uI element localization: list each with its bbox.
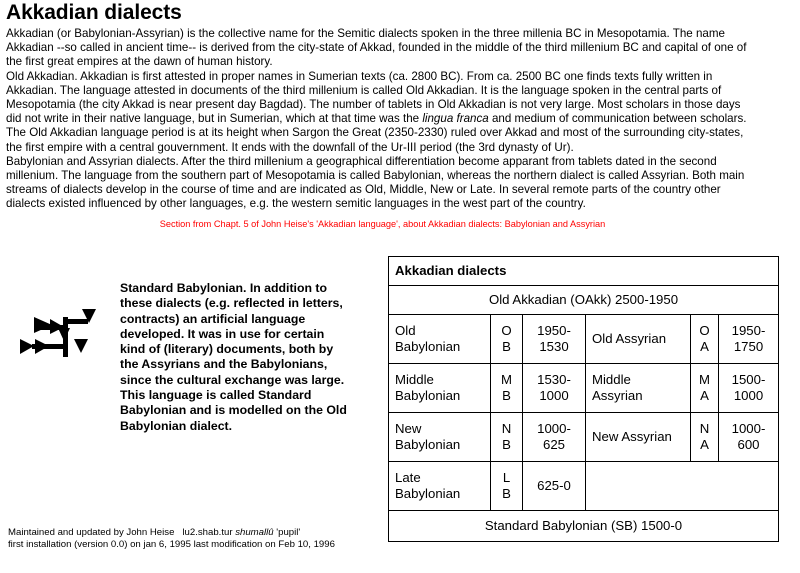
table-footer-cell: Standard Babylonian (SB) 1500-0	[389, 511, 779, 542]
cell-babylonian-abbr	[491, 315, 523, 364]
abbr-letter-1: M	[699, 372, 710, 387]
abbr-letter-2: A	[700, 437, 709, 452]
abbr-letter-2: B	[502, 486, 511, 501]
italic-phrase: lingua franca	[422, 112, 489, 126]
cell-assyrian-years: 1950-1750	[719, 315, 779, 364]
prose-line-with-italic: did not write in their native language, but in Sumerian, which at that time was the lingua franca and medium of communication between scholars.	[6, 112, 747, 126]
cell-assyrian-name: New Assyrian	[586, 413, 691, 462]
cell-babylonian-abbr	[491, 364, 523, 413]
prose-line: The Old Akkadian language period is at its height when Sargon the Great (2350-2330) ruled over Akkad and most of the surrounding city-states,	[6, 126, 744, 140]
cell-assyrian-name: Old Assyrian	[586, 315, 691, 364]
abbr-letter-1: L	[502, 470, 511, 485]
page-footer	[8, 527, 388, 552]
cell-babylonian-name: Middle Babylonian	[389, 364, 491, 413]
source-caption	[0, 219, 800, 230]
table-title-cell: Akkadian dialects	[389, 257, 779, 286]
prose-line: Mesopotamia (the city Akkad is near present day Bagdad). The number of tablets in Old Akkadian is not very large. Most scholars in those days	[6, 98, 741, 112]
table-row	[389, 315, 779, 364]
akkadian-dialects-table	[388, 256, 779, 542]
paragraph-old-akkadian	[6, 70, 798, 155]
prose-line: Old Akkadian. Akkadian is first attested in proper names in Sumerian texts (ca. 2800 BC). From ca. 2500 BC one finds texts fully written in	[6, 69, 713, 83]
abbr-letter-2: B	[502, 388, 511, 403]
abbr-letter-2: B	[502, 437, 511, 452]
abbr-letter-2: A	[700, 388, 709, 403]
article-body	[6, 27, 798, 212]
cell-assyrian-years: 1500-1000	[719, 364, 779, 413]
table-row	[389, 462, 779, 511]
cell-babylonian-name: Old Babylonian	[389, 315, 491, 364]
footer-line-versions: first installation (version 0.0) on jan 6, 1995 last modification on Feb 10, 1996	[8, 539, 335, 551]
cell-assyrian-years: 1000-600	[719, 413, 779, 462]
paragraph-babylonian-assyrian	[6, 155, 798, 212]
table-row	[389, 364, 779, 413]
abbr-letter-1: M	[501, 372, 512, 387]
cell-babylonian-name: New Babylonian	[389, 413, 491, 462]
prose-line: streams of dialects develop in the course of time and are indicated as Old, Middle, New or Late. In several remote parts of the country other	[6, 183, 721, 197]
cell-babylonian-years: 1950-1530	[523, 315, 586, 364]
abbr-letter-1: O	[501, 323, 512, 338]
prose-line: the first empire with a central gouvernment. It ends with the downfall of the Ur-III period (the 3rd dynasty of Ur).	[6, 140, 574, 154]
cell-babylonian-years: 1530-1000	[523, 364, 586, 413]
table-row-period-header	[389, 286, 779, 315]
cell-babylonian-name: Late Babylonian	[389, 462, 491, 511]
paragraph-intro	[6, 27, 798, 70]
abbr-letter-1: O	[699, 323, 710, 338]
footer-maintainer-text: Maintained and updated by John Heise lu2.shab.tur	[8, 527, 236, 538]
page-title: Akkadian dialects	[6, 1, 182, 24]
cell-assyrian-abbr	[691, 413, 719, 462]
akkadian-dialects-table-wrapper	[388, 256, 778, 542]
cell-assyrian-abbr	[691, 315, 719, 364]
table-period-header-cell: Old Akkadian (OAkk) 2500-1950	[389, 286, 779, 315]
footer-italic-term: shumallû	[235, 527, 274, 538]
cell-babylonian-years: 1000-625	[523, 413, 586, 462]
prose-line: Akkadian --so called in ancient time-- is derived from the city-state of Akkad, founded in the middle of the third millenium BC and capital of one of	[6, 41, 747, 55]
table-row	[389, 413, 779, 462]
table-row-title	[389, 257, 779, 286]
source-caption-text: Section from Chapt. 5 of John Heise's 'Akkadian language', about Akkadian dialects: Babylonian and Assyrian	[159, 219, 606, 229]
prose-line: Babylonian and Assyrian dialects. After the third millenium a geographical differentiation become apparant from tablets dated in the second	[6, 154, 717, 168]
standard-babylonian-note: Standard Babylonian. In addition to these dialects (e.g. reflected in letters, contracts) an artificial language developed. It was in use for certain kind of (literary) documents, both by the Assyrians and the Babylonians, since the cultural exchange was large. This language is called Standard Babylonian and is modelled on the Old Babylonian dialect.	[120, 281, 347, 433]
cell-babylonian-abbr	[491, 413, 523, 462]
prose-line: the first great empires at the dawn of human history.	[6, 55, 273, 69]
cell-assyrian-abbr	[691, 364, 719, 413]
abbr-letter-1: N	[501, 421, 512, 436]
cuneiform-sign-icon	[18, 303, 104, 373]
prose-line: dialects existed influenced by other languages, e.g. the western semitic languages in the west part of the country.	[6, 197, 586, 211]
table-row-footer	[389, 511, 779, 542]
footer-line-maintainer	[8, 527, 388, 539]
prose-line: Akkadian. The language attested in documents of the third millenium is called Old Akkadian. It is the language spoken in the central parts of	[6, 83, 722, 97]
abbr-letter-2: B	[502, 339, 511, 354]
cell-babylonian-years: 625-0	[523, 462, 586, 511]
abbr-letter-1: N	[699, 421, 710, 436]
cell-babylonian-abbr	[491, 462, 523, 511]
cell-empty	[586, 462, 779, 511]
footer-gloss: 'pupil'	[273, 527, 301, 538]
abbr-letter-2: A	[700, 339, 709, 354]
prose-line: Akkadian (or Babylonian-Assyrian) is the collective name for the Semitic dialects spoken in the three millenia BC in Mesopotamia. The name	[6, 27, 725, 40]
prose-line: millenium. The language from the southern part of Mesopotamia is called Babylonian, whereas the northern dialect is called Assyrian. Both main	[6, 169, 745, 183]
cell-assyrian-name: Middle Assyrian	[586, 364, 691, 413]
